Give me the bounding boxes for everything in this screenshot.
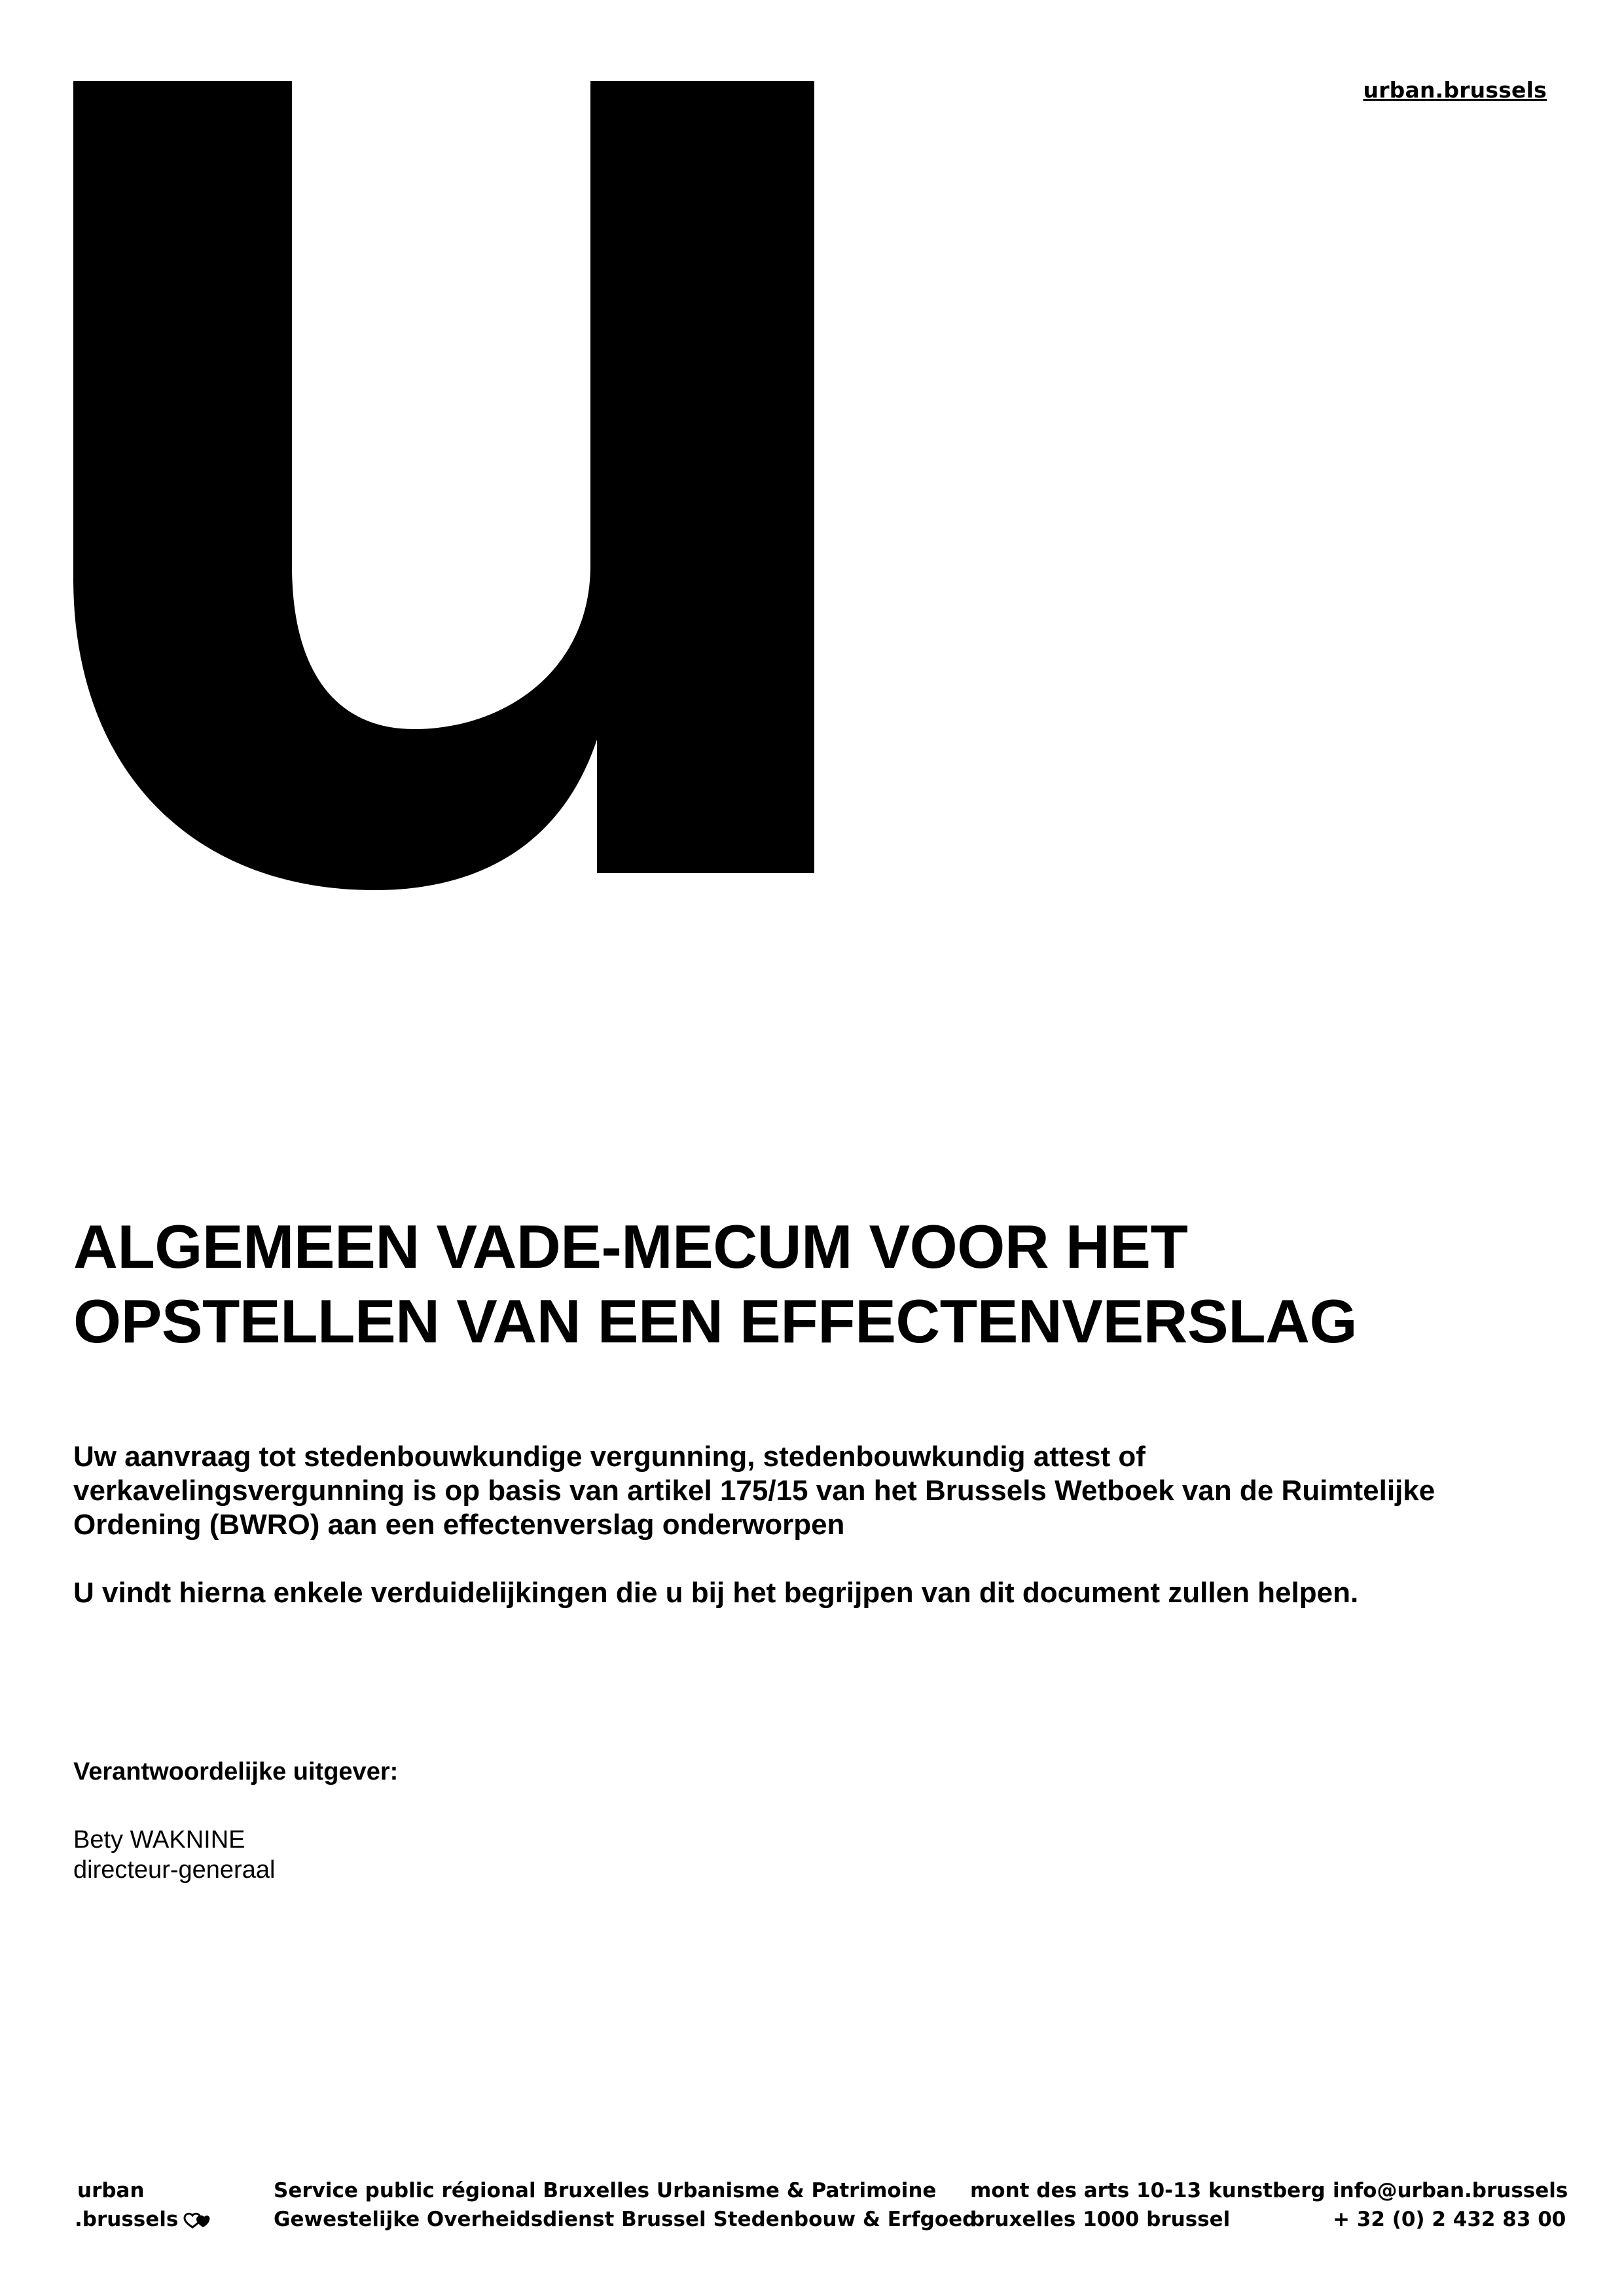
footer-phone[interactable]: + 32 (0) 2 432 83 00 [1333, 2208, 1566, 2231]
publisher-name: Bety WAKNINE [73, 1826, 245, 1854]
service-fr: Service public régional Bruxelles Urbanisme & Patrimoine [274, 2179, 937, 2202]
title-line: OPSTELLEN VAN EEN EFFECTENVERSLAG [73, 1287, 1358, 1355]
help-paragraph: U vindt hierna enkele verduidelijkingen die u bij het begrijpen van dit document zullen helpen. [73, 1577, 1359, 1609]
service-nl: Gewestelijke Overheidsdienst Brussel Stedenbouw & Erfgoed [274, 2208, 977, 2231]
urban-brussels-u-logo [73, 81, 814, 890]
title-line: ALGEMEEN VADE-MECUM VOOR HET [73, 1212, 1188, 1281]
document-title [73, 1210, 1553, 1359]
urban-brussels-link[interactable]: urban.brussels [1363, 77, 1547, 103]
footer-contact [1333, 2176, 1568, 2234]
publisher-label: Verantwoordelijke uitgever: [73, 1758, 399, 1785]
intro-paragraph [73, 1440, 1553, 1542]
intro-line: Uw aanvraag tot stedenbouwkundige vergunning, stedenbouwkundig attest of [73, 1441, 1146, 1473]
footer-logo-line2-wrap [75, 2205, 211, 2234]
footer-email[interactable]: info@urban.brussels [1333, 2179, 1568, 2202]
heart-icon [182, 2212, 211, 2229]
intro-line: Ordening (BWRO) aan een effectenverslag onderworpen [73, 1509, 845, 1541]
footer-logo [77, 2176, 211, 2234]
address-line1: mont des arts 10-13 kunstberg [970, 2179, 1326, 2202]
footer-address [970, 2176, 1326, 2234]
footer-logo-line2: .brussels [75, 2208, 179, 2231]
address-line2: bruxelles 1000 brussel [970, 2208, 1231, 2231]
intro-line: verkavelingsvergunning is op basis van artikel 175/15 van het Brussels Wetboek van de Ruimtelijke [73, 1475, 1435, 1507]
footer-logo-line1: urban [77, 2179, 145, 2202]
footer-service [274, 2176, 977, 2234]
publisher-role: directeur-generaal [73, 1856, 276, 1884]
footer [0, 2176, 1624, 2235]
publisher-block [73, 1825, 275, 1885]
